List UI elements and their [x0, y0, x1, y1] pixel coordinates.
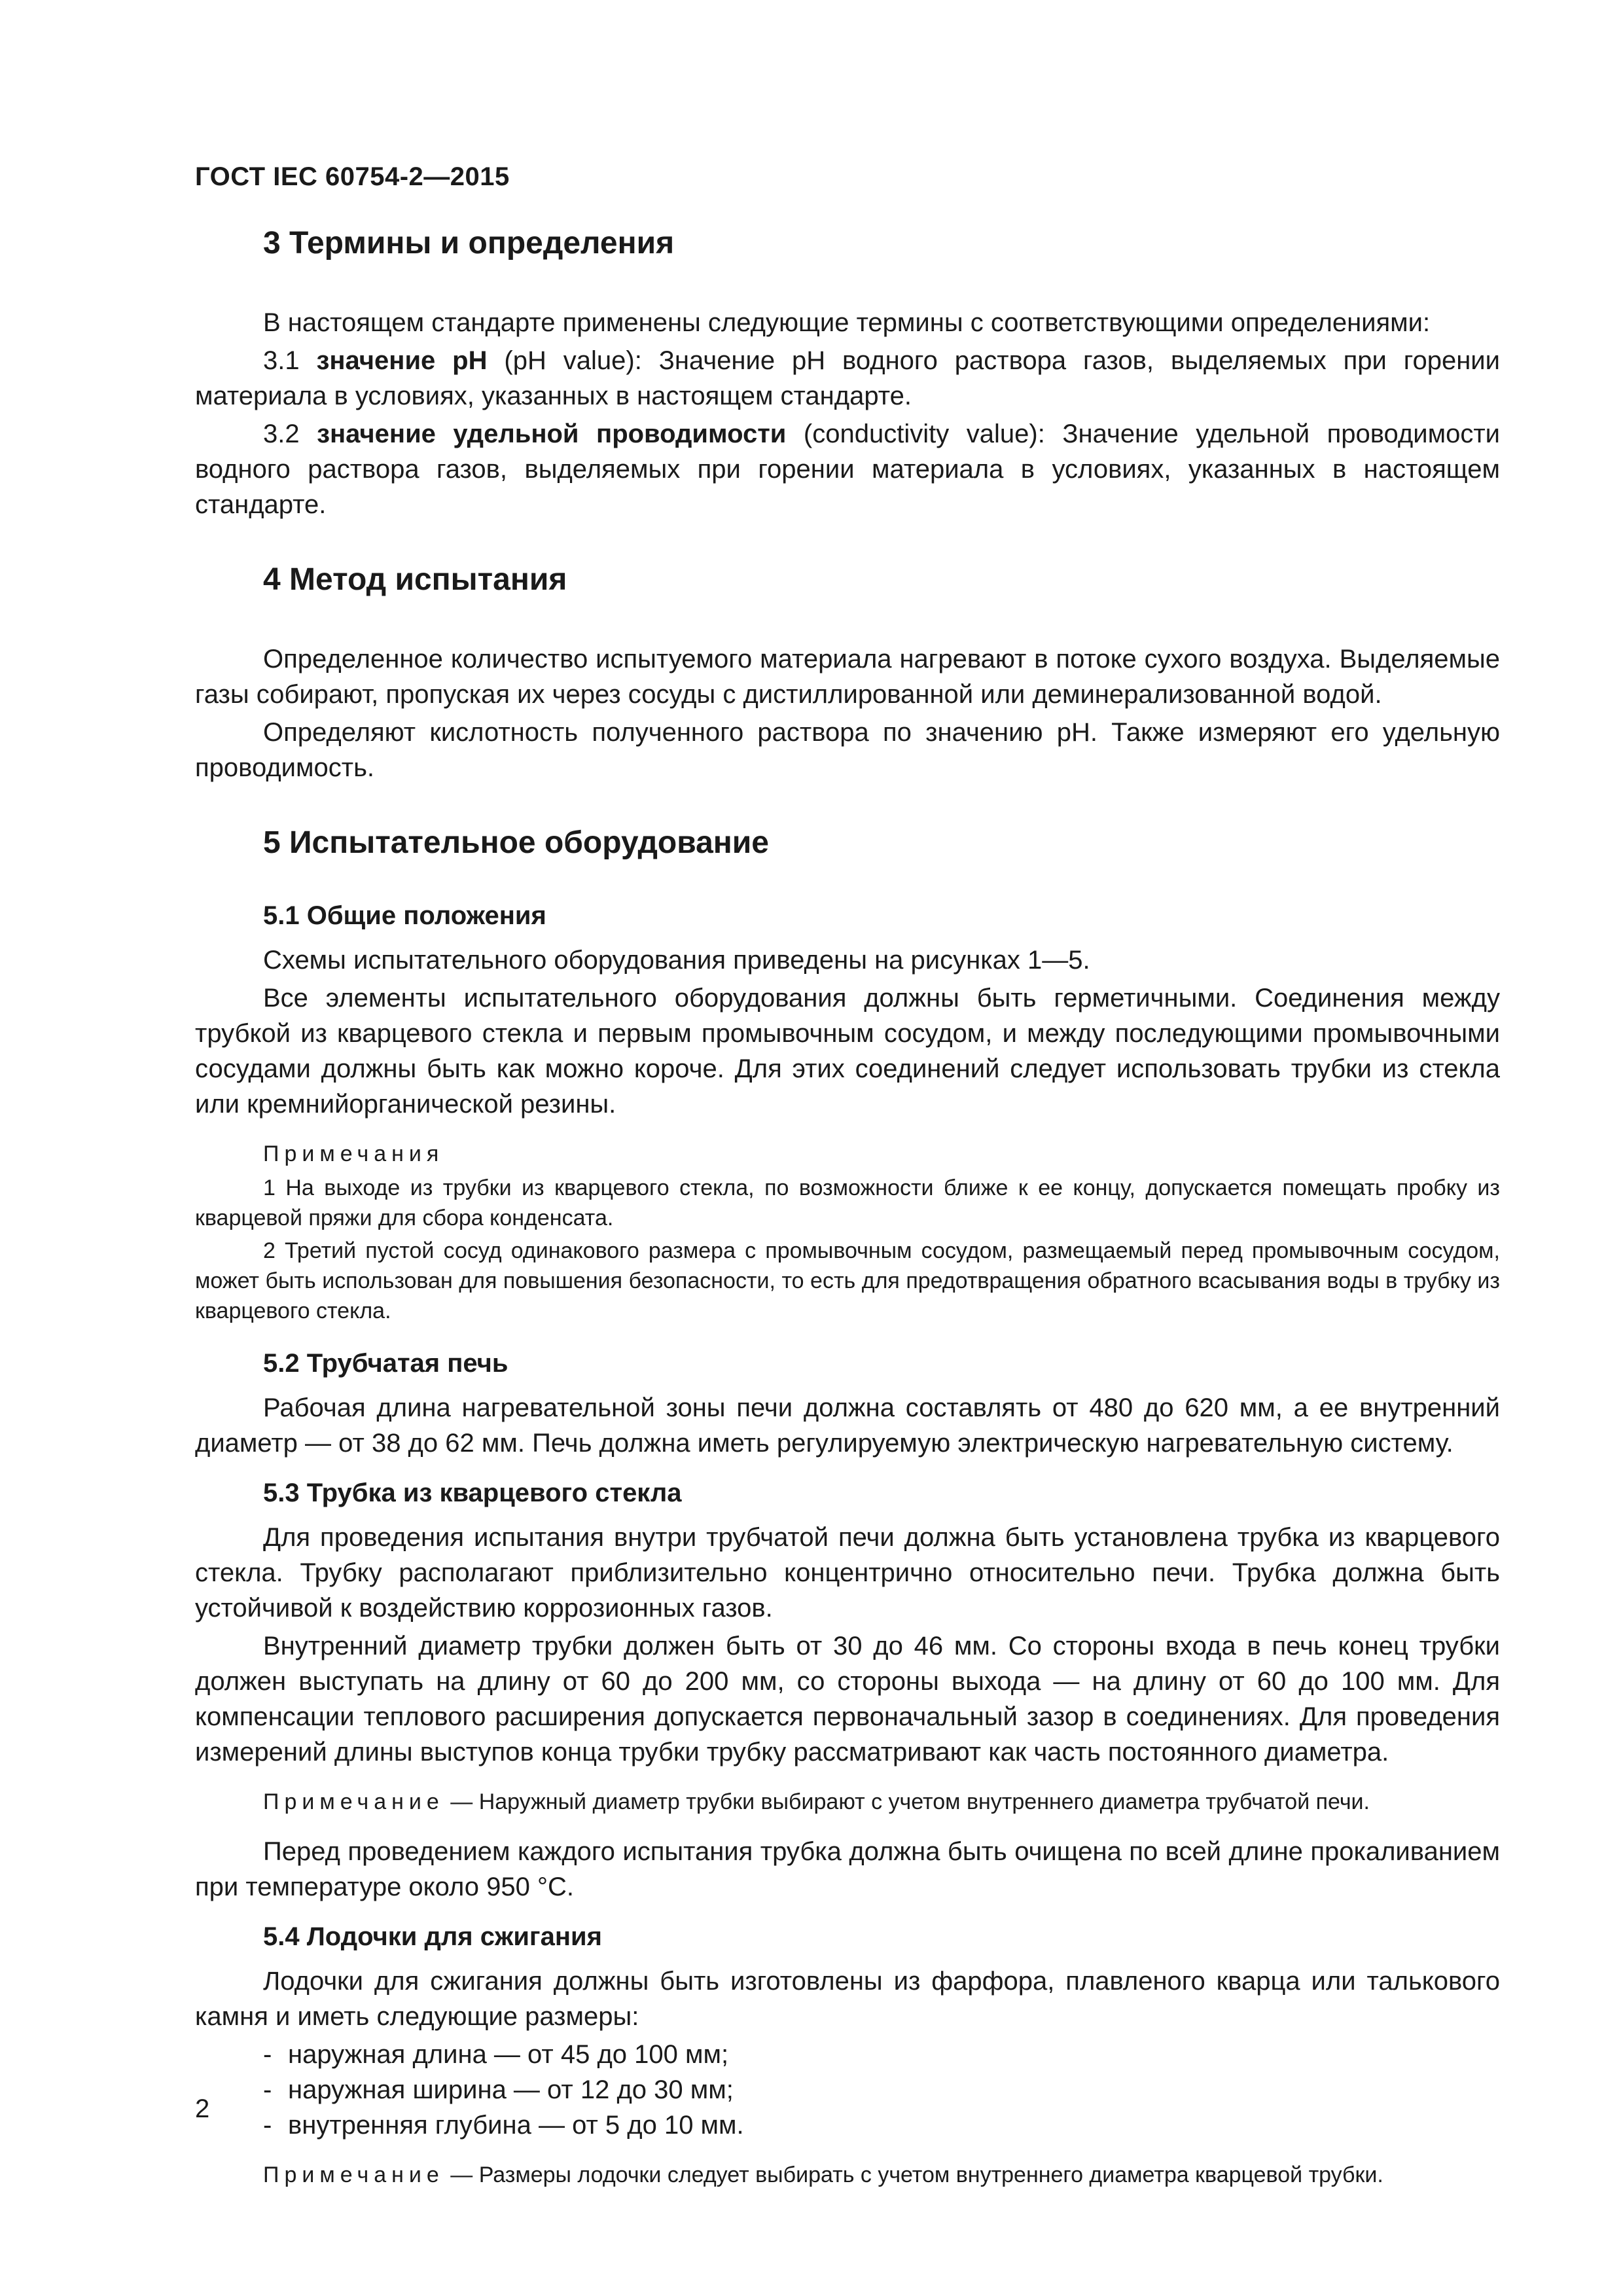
list-bullet: - — [263, 2075, 272, 2104]
subsection-5-2 — [195, 1346, 1500, 1461]
section-test-equipment — [195, 822, 1500, 2190]
note-text: — Наружный диаметр трубки выбирают с учетом внутреннего диаметра трубчатой печи. — [444, 1789, 1370, 1814]
note-2: 2 Третий пустой сосуд одинакового размера с промывочным сосудом, размещаемый перед промывочным сосудом, может быть использован для повышения безопасности, то есть для предотвращения обратного всасывания воды в трубку из кварцевого стекла. — [195, 1238, 1500, 1323]
term-name: значение удельной проводимости — [317, 420, 787, 448]
subsection-5-4-heading: 5.4 Лодочки для сжигания — [263, 1922, 602, 1951]
list-bullet: - — [263, 2111, 272, 2140]
section-4-paragraph-2: Определяют кислотность полученного раствора по значению pH. Также измеряют его удельную проводимость. — [195, 718, 1500, 782]
subsection-5-4 — [195, 1919, 1500, 2190]
term-number: 3.2 — [263, 420, 317, 448]
section-3-heading: 3 Термины и определения — [263, 226, 675, 260]
subsection-5-1-paragraph-1: Схемы испытательного оборудования приведены на рисунках 1—5. — [263, 946, 1090, 975]
note-label: Примечание — [263, 2162, 444, 2187]
term-3-2 — [195, 416, 1500, 522]
note-label: Примечание — [263, 1789, 444, 1814]
subsection-5-3-paragraph-1: Для проведения испытания внутри трубчатой печи должна быть установлена трубка из кварцевого стекла. Трубку располагают приблизительно концентрично относительно печи. Трубка должна быть устойчивой к воздействию коррозионных газов. — [195, 1523, 1500, 1623]
list-item — [263, 2037, 1500, 2072]
list-item-text: наружная длина — от 45 до 100 мм; — [288, 2040, 729, 2069]
section-terms — [195, 223, 1500, 522]
section-test-method — [195, 559, 1500, 785]
subsection-5-3 — [195, 1475, 1500, 1905]
section-4-heading: 4 Метод испытания — [263, 562, 567, 597]
subsection-5-4-paragraph-1: Лодочки для сжигания должны быть изготовлены из фарфора, плавленого кварца или талькового камня и иметь следующие размеры: — [195, 1967, 1500, 2031]
page-number: 2 — [195, 2094, 210, 2123]
subsection-5-2-heading: 5.2 Трубчатая печь — [263, 1349, 508, 1378]
subsection-5-2-paragraph-1: Рабочая длина нагревательной зоны печи должна составлять от 480 до 620 мм, а ее внутренний диаметр — от 38 до 62 мм. Печь должна иметь регулируемую электрическую нагревательную систему. — [195, 1393, 1500, 1458]
term-3-1 — [195, 343, 1500, 414]
page-content — [195, 223, 1500, 2207]
subsection-5-1-paragraph-2: Все элементы испытательного оборудования должны быть герметичными. Соединения между трубкой из кварцевого стекла и первым промывочным сосудом, и между последующими промывочными сосудами должны быть как можно короче. Для этих соединений следует использовать трубки из стекла или кремнийорганической резины. — [195, 984, 1500, 1119]
list-item-text: внутренняя глубина — от 5 до 10 мм. — [288, 2111, 744, 2140]
subsection-5-3-heading: 5.3 Трубка из кварцевого стекла — [263, 1479, 682, 1507]
subsection-5-3-paragraph-2: Внутренний диаметр трубки должен быть от 30 до 46 мм. Со стороны входа в печь конец трубки должен выступать на длину от 60 до 200 мм, со стороны выхода — на длину от 60 до 100 мм. Для компенсации теплового расширения допускается первоначальный зазор в соединениях. Для проведения измерений длины выступов конца трубки трубку рассматривают как часть постоянного диаметра. — [195, 1632, 1500, 1767]
subsection-5-1-heading: 5.1 Общие положения — [263, 901, 546, 930]
subsection-5-1 — [195, 898, 1500, 1326]
term-name: значение pH — [316, 346, 488, 375]
list-item-text: наружная ширина — от 12 до 30 мм; — [288, 2075, 734, 2104]
notes-heading: Примечания — [263, 1141, 444, 1166]
list-bullet: - — [263, 2040, 272, 2069]
subsection-5-3-paragraph-3: Перед проведением каждого испытания трубка должна быть очищена по всей длине прокаливанием при температуре около 950 °C. — [195, 1837, 1500, 1901]
note-1: 1 На выходе из трубки из кварцевого стекла, по возможности ближе к ее концу, допускается помещать пробку из кварцевой пряжи для сбора конденсата. — [195, 1175, 1500, 1230]
term-definition: (pH value): Значение pH водного раствора газов, выделяемых при горении материала в условиях, указанных в настоящем стандарте. — [195, 346, 1500, 410]
dimensions-list — [263, 2037, 1500, 2143]
term-number: 3.1 — [263, 346, 317, 375]
section-4-paragraph-1: Определенное количество испытуемого материала нагревают в потоке сухого воздуха. Выделяемые газы собирают, пропуская их через сосуды с дистиллированной или деминерализованной водой. — [195, 645, 1500, 709]
list-item — [263, 2072, 1500, 2108]
section-3-intro: В настоящем стандарте применены следующие термины с соответствующими определениями: — [263, 308, 1431, 337]
term-definition: (conductivity value): Значение удельной проводимости водного раствора газов, выделяемых при горении материала в условиях, указанных в настоящем стандарте. — [195, 420, 1501, 519]
document-code-header: ГОСТ IEC 60754-2—2015 — [195, 162, 510, 191]
subsection-5-3-note — [195, 1787, 1500, 1817]
note-text: — Размеры лодочки следует выбирать с учетом внутреннего диаметра кварцевой трубки. — [444, 2162, 1383, 2187]
section-5-heading: 5 Испытательное оборудование — [263, 825, 769, 860]
list-item — [263, 2108, 1500, 2143]
subsection-5-4-note — [195, 2160, 1500, 2190]
